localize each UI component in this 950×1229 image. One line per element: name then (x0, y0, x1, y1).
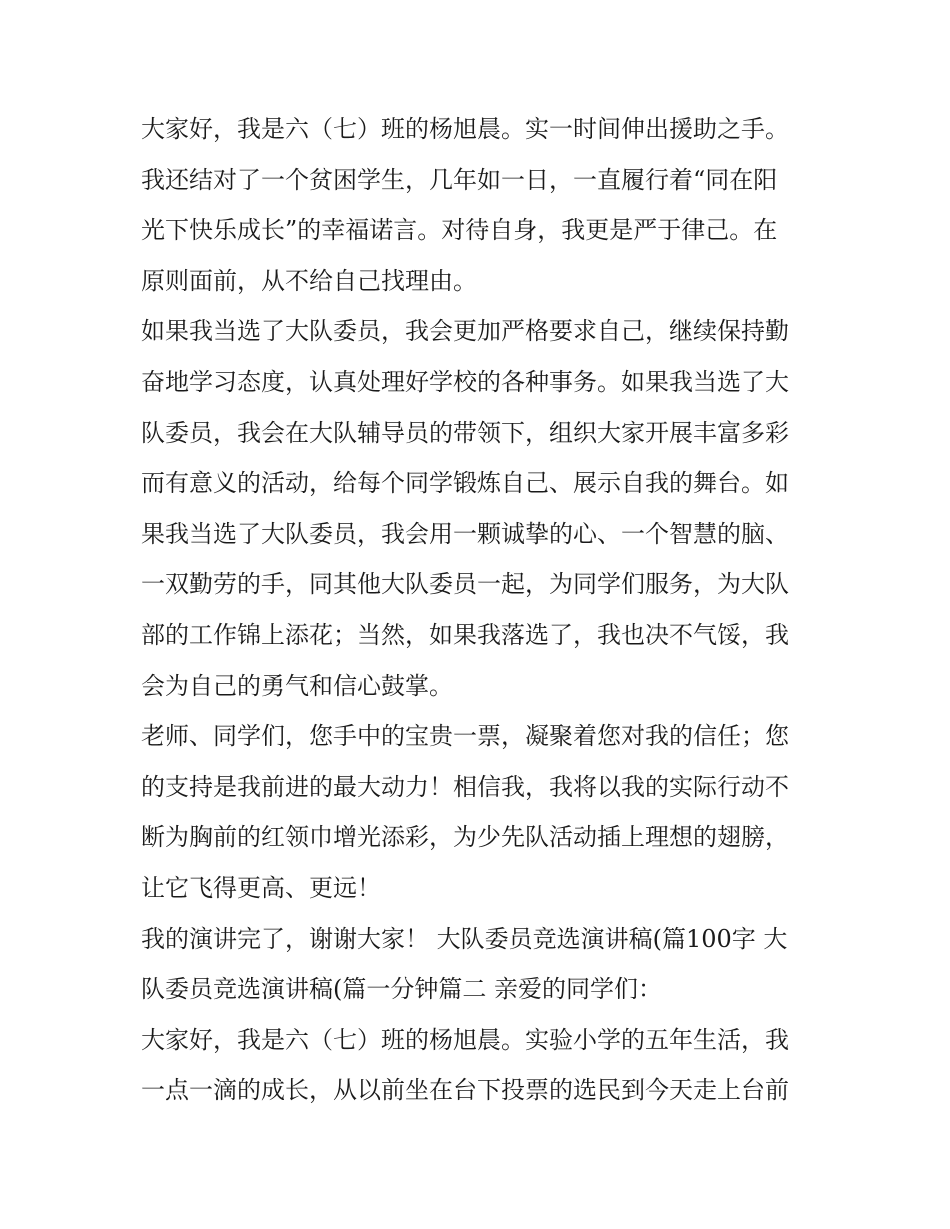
text-line: 断为胸前的红领巾增光添彩，为少先队活动插上理想的翅膀， (141, 823, 789, 852)
text-line: 我的演讲完了，谢谢大家！ 大队委员竞选演讲稿(篇100字 大 (141, 924, 788, 953)
text-line: 队委员，我会在大队辅导员的带领下，组织大家开展丰富多彩 (141, 418, 789, 447)
text-line: 原则面前，从不给自己找理由。 (141, 266, 477, 295)
text-line: 老师、同学们，您手中的宝贵一票，凝聚着您对我的信任；您 (141, 722, 789, 751)
text-line: 队委员竞选演讲稿(篇一分钟篇二 亲爱的同学们： (141, 975, 662, 1004)
text-line: 果我当选了大队委员，我会用一颗诚挚的心、一个智慧的脑、 (141, 519, 789, 548)
text-line: 一点一滴的成长，从以前坐在台下投票的选民到今天走上台前 (141, 1076, 789, 1105)
text-line: 大家好，我是六（七）班的杨旭晨。实验小学的五年生活，我 (141, 1025, 789, 1054)
text-line: 让它飞得更高、更远！ (141, 873, 381, 902)
text-line: 的支持是我前进的最大动力！相信我，我将以我的实际行动不 (141, 772, 789, 801)
text-line: 而有意义的活动，给每个同学锻炼自己、展示自我的舞台。如 (141, 469, 789, 498)
text-line: 一双勤劳的手，同其他大队委员一起，为同学们服务，为大队 (141, 570, 789, 599)
speech-text (141, 104, 821, 1116)
text-line: 我还结对了一个贫困学生，几年如一日，一直履行着“同在阳 (141, 165, 778, 194)
text-line: 大家好，我是六（七）班的杨旭晨。实一时间伸出援助之手。 (141, 115, 789, 143)
text-line: 会为自己的勇气和信心鼓掌。 (141, 671, 453, 700)
text-line: 光下快乐成长”的幸福诺言。对待自身，我更是严于律己。在 (141, 216, 778, 245)
text-line: 如果我当选了大队委员，我会更加严格要求自己，继续保持勤 (141, 317, 789, 346)
text-line: 奋地学习态度，认真处理好学校的各种事务。如果我当选了大 (141, 367, 789, 396)
text-line: 部的工作锦上添花；当然，如果我落选了，我也决不气馁，我 (141, 620, 789, 649)
